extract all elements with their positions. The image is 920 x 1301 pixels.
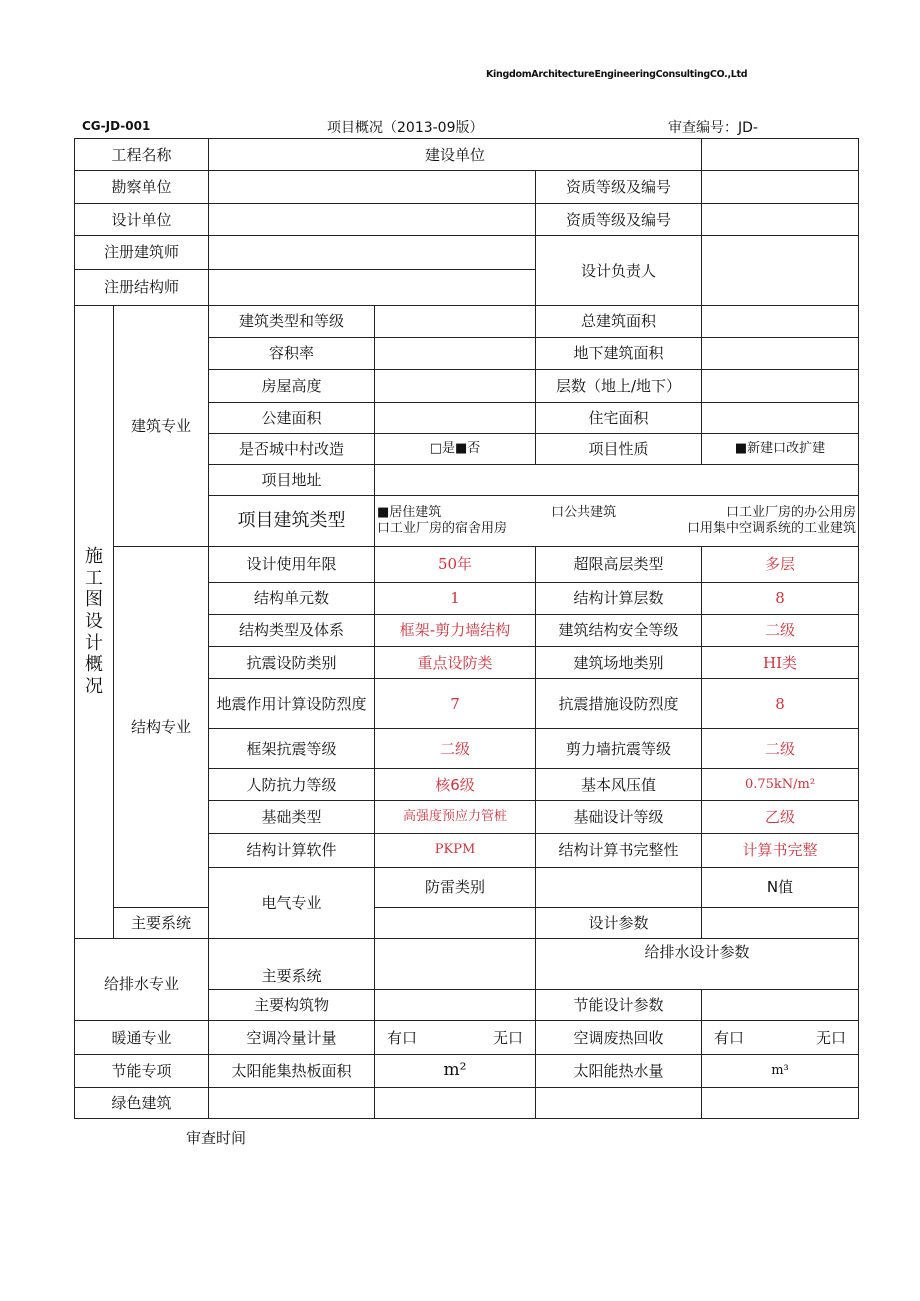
- floors-label: 层数（地上/地下）: [536, 369, 702, 402]
- survey-qual-label: 资质等级及编号: [536, 171, 702, 204]
- water-main-sys-label: 主要系统: [209, 939, 375, 990]
- design-unit-label: 设计单位: [75, 204, 209, 236]
- section-label-vertical: [75, 305, 114, 938]
- wind-label: 基本风压值: [536, 769, 702, 800]
- elec-params-label: 设计参数: [536, 908, 702, 939]
- build-unit-value[interactable]: [702, 139, 859, 171]
- frame-grade-value[interactable]: 二级: [375, 729, 536, 769]
- design-life-label: 设计使用年限: [209, 546, 375, 582]
- foundation-label: 基础类型: [209, 800, 375, 833]
- public-area-label: 公建面积: [209, 403, 375, 434]
- site-cat-label: 建筑场地类别: [536, 646, 702, 678]
- type-option-central-ac[interactable]: 口用集中空调系统的工业建筑: [687, 520, 857, 536]
- section-char: 计: [85, 632, 103, 654]
- project-overview-table: [74, 138, 859, 1119]
- heat-yes-checkbox[interactable]: 有口: [714, 1028, 745, 1047]
- build-unit-label: 建设单位: [209, 139, 702, 171]
- address-label: 项目地址: [209, 465, 375, 496]
- green-col-1[interactable]: [209, 1087, 375, 1118]
- site-cat-value[interactable]: HI类: [702, 646, 859, 678]
- reg-architect-label: 注册建筑师: [75, 236, 209, 269]
- far-label: 容积率: [209, 337, 375, 369]
- elec-params-value[interactable]: [702, 908, 859, 939]
- cooling-no-checkbox[interactable]: 无口: [493, 1028, 524, 1047]
- review-number: 审查编号：JD-: [668, 120, 758, 136]
- elec-main-sys-label: 主要系统: [114, 908, 209, 939]
- heat-recovery-label: 空调废热回收: [536, 1021, 702, 1054]
- safety-label: 建筑结构安全等级: [536, 614, 702, 646]
- form-code: CG-JD-001: [82, 119, 151, 133]
- design-lead-value[interactable]: [702, 236, 859, 305]
- water-params-label: 给排水设计参数: [536, 939, 859, 990]
- section-char: 施: [85, 546, 103, 568]
- solar-area-unit[interactable]: m²: [375, 1054, 536, 1087]
- building-type-options: [375, 496, 859, 546]
- system-value[interactable]: 框架-剪力墙结构: [375, 614, 536, 646]
- nature-label: 项目性质: [536, 434, 702, 465]
- solar-water-unit[interactable]: m³: [702, 1054, 859, 1087]
- cooling-options: [375, 1021, 536, 1054]
- wall-grade-label: 剪力墙抗震等级: [536, 729, 702, 769]
- type-option-factory-office[interactable]: 口工业厂房的办公用房: [725, 505, 856, 521]
- overlimit-label: 超限高层类型: [536, 546, 702, 582]
- height-label: 房屋高度: [209, 369, 375, 402]
- total-area-value[interactable]: [702, 305, 859, 337]
- solar-area-label: 太阳能集热板面积: [209, 1054, 375, 1087]
- section-char: 设: [85, 611, 103, 633]
- survey-unit-value[interactable]: [209, 171, 536, 204]
- type-option-public[interactable]: 口公共建筑: [551, 505, 617, 521]
- elec-main-sys-value[interactable]: [375, 908, 536, 939]
- public-area-value[interactable]: [375, 403, 536, 434]
- calc-floors-value[interactable]: 8: [702, 582, 859, 614]
- project-name-label: 工程名称: [75, 139, 209, 171]
- survey-qual-value[interactable]: [702, 171, 859, 204]
- calc-book-value[interactable]: 计算书完整: [702, 833, 859, 867]
- found-grade-value[interactable]: 乙级: [702, 800, 859, 833]
- n-value-label: N值: [702, 867, 859, 907]
- residential-area-value[interactable]: [702, 403, 859, 434]
- heat-recovery-options: [702, 1021, 859, 1054]
- elec-discipline-label: 电气专业: [209, 867, 375, 938]
- water-structures-label: 主要构筑物: [209, 990, 375, 1021]
- reg-structural-value[interactable]: [209, 269, 536, 305]
- underground-area-label: 地下建筑面积: [536, 337, 702, 369]
- company-name: KingdomArchitectureEngineeringConsultingCO.,Ltd: [486, 69, 748, 80]
- section-char: 况: [85, 675, 103, 697]
- frame-grade-label: 框架抗震等级: [209, 729, 375, 769]
- calc-intensity-label: 地震作用计算设防烈度: [209, 679, 375, 729]
- energy-discipline-label: 节能专项: [75, 1054, 209, 1087]
- system-label: 结构类型及体系: [209, 614, 375, 646]
- section-char: 概: [85, 654, 103, 676]
- seismic-cat-label: 抗震设防类别: [209, 646, 375, 678]
- total-area-label: 总建筑面积: [536, 305, 702, 337]
- software-label: 结构计算软件: [209, 833, 375, 867]
- cooling-label: 空调冷量计量: [209, 1021, 375, 1054]
- reg-structural-label: 注册结构师: [75, 269, 209, 305]
- design-unit-value[interactable]: [209, 204, 536, 236]
- overlimit-value[interactable]: 多层: [702, 546, 859, 582]
- units-label: 结构单元数: [209, 582, 375, 614]
- hvac-discipline-label: 暖通专业: [75, 1021, 209, 1054]
- arch-type-grade-label: 建筑类型和等级: [209, 305, 375, 337]
- civil-defense-value[interactable]: 核6级: [375, 769, 536, 800]
- design-qual-label: 资质等级及编号: [536, 204, 702, 236]
- underground-area-value[interactable]: [702, 337, 859, 369]
- arch-discipline-label: 建筑专业: [114, 305, 209, 546]
- type-option-residential[interactable]: ■居住建筑: [377, 505, 442, 521]
- urban-village-checkbox[interactable]: □是■否: [375, 434, 536, 465]
- address-value[interactable]: [375, 465, 859, 496]
- survey-unit-label: 勘察单位: [75, 171, 209, 204]
- measure-intensity-label: 抗震措施设防烈度: [536, 679, 702, 729]
- design-qual-value[interactable]: [702, 204, 859, 236]
- software-value[interactable]: PKPM: [375, 833, 536, 867]
- energy-params-label: 节能设计参数: [536, 990, 702, 1021]
- civil-defense-label: 人防抗力等级: [209, 769, 375, 800]
- green-col-2[interactable]: [375, 1087, 536, 1118]
- green-col-4[interactable]: [702, 1087, 859, 1118]
- safety-value[interactable]: 二级: [702, 614, 859, 646]
- residential-area-label: 住宅面积: [536, 403, 702, 434]
- calc-floors-label: 结构计算层数: [536, 582, 702, 614]
- section-char: 工: [85, 567, 103, 589]
- building-type-label: 项目建筑类型: [209, 496, 375, 546]
- far-value[interactable]: [375, 337, 536, 369]
- energy-params-value[interactable]: [702, 990, 859, 1021]
- form-title: 项目概况（2013-09版）: [327, 120, 484, 136]
- calc-book-label: 结构计算书完整性: [536, 833, 702, 867]
- lightning-value[interactable]: [536, 867, 702, 907]
- wind-value[interactable]: 0.75kN/m²: [702, 769, 859, 800]
- heat-no-checkbox[interactable]: 无口: [816, 1028, 847, 1047]
- nature-checkbox[interactable]: ■新建口改扩建: [702, 434, 859, 465]
- foundation-value[interactable]: 高强度预应力管桩: [375, 800, 536, 833]
- design-life-value[interactable]: 50年: [375, 546, 536, 582]
- urban-village-label: 是否城中村改造: [209, 434, 375, 465]
- review-time-label: 审查时间: [186, 1129, 247, 1147]
- water-main-sys-value[interactable]: [375, 939, 536, 990]
- arch-type-grade-value[interactable]: [375, 305, 536, 337]
- design-lead-label: 设计负责人: [536, 236, 702, 305]
- height-value[interactable]: [375, 369, 536, 402]
- green-col-3[interactable]: [536, 1087, 702, 1118]
- measure-intensity-value[interactable]: 8: [702, 679, 859, 729]
- lightning-label: 防雷类别: [375, 867, 536, 907]
- water-structures-value[interactable]: [375, 990, 536, 1021]
- units-value[interactable]: 1: [375, 582, 536, 614]
- calc-intensity-value[interactable]: 7: [375, 679, 536, 729]
- found-grade-label: 基础设计等级: [536, 800, 702, 833]
- seismic-cat-value[interactable]: 重点设防类: [375, 646, 536, 678]
- solar-water-label: 太阳能热水量: [536, 1054, 702, 1087]
- green-discipline-label: 绿色建筑: [75, 1087, 209, 1118]
- struct-discipline-label: 结构专业: [114, 546, 209, 907]
- water-discipline-label: 给排水专业: [75, 939, 209, 1021]
- type-option-factory-dorm[interactable]: 口工业厂房的宿舍用房: [377, 520, 508, 536]
- cooling-yes-checkbox[interactable]: 有口: [387, 1028, 418, 1047]
- reg-architect-value[interactable]: [209, 236, 536, 269]
- section-char: 图: [85, 589, 103, 611]
- wall-grade-value[interactable]: 二级: [702, 729, 859, 769]
- floors-value[interactable]: [702, 369, 859, 402]
